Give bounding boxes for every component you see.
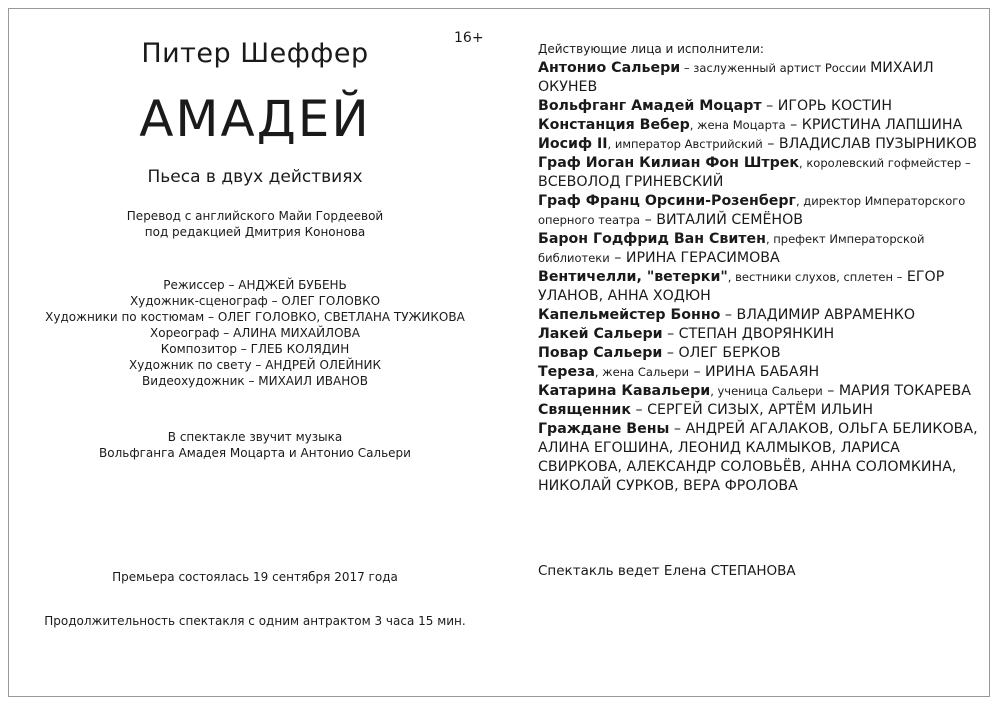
- credits-list: [20, 277, 490, 389]
- role-name: Тереза: [538, 364, 595, 380]
- role-name: Священник: [538, 402, 631, 418]
- role-cast: МИХАИЛ ОКУНЕВ: [538, 60, 934, 95]
- role-entry: [538, 325, 988, 344]
- credit-line: Художник-сценограф – ОЛЕГ ГОЛОВКО: [129, 294, 381, 308]
- roles-container: [538, 59, 988, 496]
- play-title: АМАДЕЙ: [139, 90, 371, 148]
- translation-credit: [20, 208, 490, 240]
- play-subtitle: Пьеса в двух действиях: [147, 167, 363, 187]
- role-entry: [538, 97, 988, 116]
- music-line: Вольфганга Амадея Моцарта и Антонио Сальери: [99, 446, 411, 460]
- role-entry: [538, 306, 988, 325]
- role-cast: ЕГОР УЛАНОВ, АННА ХОДЮН: [538, 269, 945, 304]
- role-entry: [538, 382, 988, 401]
- role-description: , вестники слухов, сплетен –: [727, 270, 903, 284]
- role-name: Катарина Кавальери: [538, 383, 711, 399]
- role-cast: – ВЛАДИМИР АВРАМЕНКО: [720, 307, 916, 323]
- author: Питер Шеффер: [141, 38, 369, 69]
- role-cast: – МАРИЯ ТОКАРЕВА: [822, 383, 971, 399]
- music-note: [20, 429, 490, 461]
- credit-line: Видеохудожник – МИХАИЛ ИВАНОВ: [142, 374, 368, 388]
- role-entry: [538, 59, 988, 97]
- role-cast: – ИРИНА ГЕРАСИМОВА: [609, 250, 780, 266]
- credit-line: Художники по костюмам – ОЛЕГ ГОЛОВКО, СВЕТЛАНА ТУЖИКОВА: [45, 310, 465, 324]
- role-description: , жена Сальери: [594, 365, 689, 379]
- music-line: В спектакле звучит музыка: [167, 430, 343, 444]
- role-cast: – СЕРГЕЙ СИЗЫХ, АРТЁМ ИЛЬИН: [630, 402, 874, 418]
- role-name: Иосиф II: [538, 136, 608, 152]
- role-description: , директор Императорского оперного театра: [538, 194, 966, 227]
- role-entry: [538, 192, 988, 230]
- role-name: Капельмейстер Бонно: [538, 307, 721, 323]
- age-rating: 16+: [454, 30, 484, 46]
- role-name: Граждане Вены: [538, 421, 670, 437]
- role-cast: – АНДРЕЙ АГАЛАКОВ, ОЛЬГА БЕЛИКОВА, АЛИНА ЕГОШИНА, ЛЕОНИД КАЛМЫКОВ, ЛАРИСА СВИРКОВА, АЛЕКСАНДР СОЛОВЬЁВ, АННА СОЛОМКИНА, НИКОЛАЙ СУРКОВ, ВЕРА ФРОЛОВА: [538, 421, 978, 494]
- cast-list: [538, 42, 988, 496]
- role-entry: [538, 420, 988, 496]
- role-entry: [538, 154, 988, 192]
- role-name: Граф Франц Орсини-Розенберг: [538, 193, 796, 209]
- role-cast: ВСЕВОЛОД ГРИНЕВСКИЙ: [538, 174, 724, 190]
- credit-line: Композитор – ГЛЕБ КОЛЯДИН: [160, 342, 350, 356]
- role-description: , ученица Сальери: [710, 384, 823, 398]
- role-name: Лакей Сальери: [538, 326, 663, 342]
- translation-line: под редакцией Дмитрия Кононова: [144, 225, 366, 239]
- role-cast: – КРИСТИНА ЛАПШИНА: [785, 117, 963, 133]
- cast-header: Действующие лица и исполнители:: [538, 42, 764, 56]
- role-cast: – ОЛЕГ БЕРКОВ: [662, 345, 781, 361]
- role-cast: – ИРИНА БАБАЯН: [688, 364, 820, 380]
- role-entry: [538, 401, 988, 420]
- role-entry: [538, 116, 988, 135]
- translation-line: Перевод с английского Майи Гордеевой: [126, 209, 384, 223]
- role-cast: – ИГОРЬ КОСТИН: [761, 98, 893, 114]
- role-name: Граф Иоган Килиан Фон Штрек: [538, 155, 800, 171]
- role-description: , префект Императорской библиотеки: [538, 232, 925, 265]
- premiere-date: Премьера состоялась 19 сентября 2017 года: [112, 570, 398, 584]
- role-description: , королевский гофмейстер –: [799, 156, 971, 170]
- role-name: Антонио Сальери: [538, 60, 681, 76]
- role-cast: – ВИТАЛИЙ СЕМЁНОВ: [640, 212, 803, 228]
- role-entry: [538, 344, 988, 363]
- role-entry: [538, 268, 988, 306]
- role-entry: [538, 363, 988, 382]
- duration: Продолжительность спектакля с одним антрактом 3 часа 15 мин.: [44, 614, 466, 628]
- show-leader: Спектакль ведет Елена СТЕПАНОВА: [538, 563, 796, 579]
- role-cast: – ВЛАДИСЛАВ ПУЗЫРНИКОВ: [762, 136, 977, 152]
- role-description: – заслуженный артист России: [680, 61, 871, 75]
- credit-line: Художник по свету – АНДРЕЙ ОЛЕЙНИК: [128, 358, 382, 372]
- role-entry: [538, 135, 988, 154]
- role-name: Вольфганг Амадей Моцарт: [538, 98, 762, 114]
- role-name: Барон Годфрид Ван Свитен: [538, 231, 766, 247]
- role-name: Констанция Вебер: [538, 117, 690, 133]
- role-name: Вентичелли, "ветерки": [538, 269, 728, 285]
- role-description: , император Австрийский: [607, 137, 763, 151]
- credit-line: Режиссер – АНДЖЕЙ БУБЕНЬ: [163, 278, 347, 292]
- role-description: , жена Моцарта: [689, 118, 786, 132]
- role-entry: [538, 230, 988, 268]
- role-cast: – СТЕПАН ДВОРЯНКИН: [662, 326, 835, 342]
- role-name: Повар Сальери: [538, 345, 663, 361]
- credit-line: Хореограф – АЛИНА МИХАЙЛОВА: [150, 326, 360, 340]
